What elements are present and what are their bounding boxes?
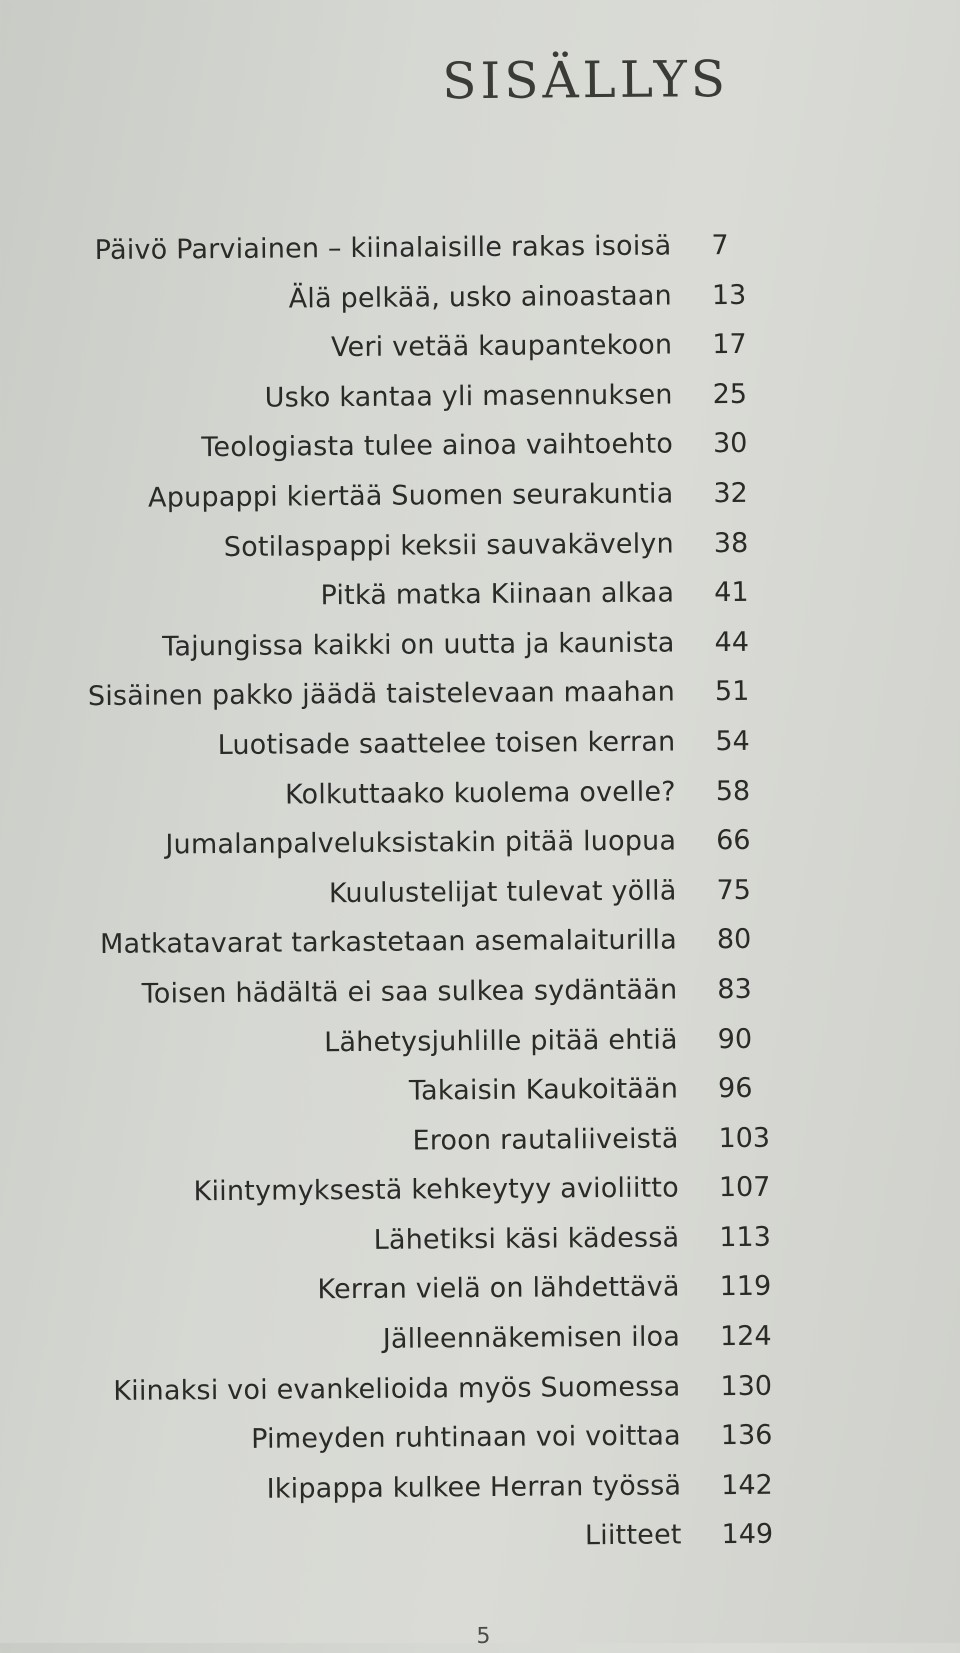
- toc-entry-title: Liitteet: [584, 1519, 682, 1552]
- toc-entry-page-number: 130: [720, 1370, 773, 1402]
- toc-entry-page-number: 25: [712, 378, 748, 410]
- toc-entry-title: Ikipappa kulkee Herran työssä: [266, 1470, 682, 1505]
- toc-entry: [38, 577, 758, 632]
- toc-entry-title: Pimeyden ruhtinaan voi voittaa: [251, 1420, 681, 1456]
- toc-entry-page-number: 30: [712, 428, 748, 460]
- toc-entry-page-number: 103: [718, 1122, 771, 1154]
- toc-entry: [38, 627, 758, 682]
- toc-entry: [37, 379, 757, 434]
- toc-entry-page-number: 124: [719, 1320, 772, 1353]
- toc-entry: [43, 1221, 771, 1277]
- toc-entry: [40, 775, 760, 830]
- toc-entry-title: Päivö Parviainen – kiinalaisille rakas isoisä: [94, 230, 672, 267]
- toc-entry-page-number: 17: [712, 329, 747, 361]
- toc-entry-title: Matkatavarat tarkastetaan asemalaiturilla: [99, 924, 678, 961]
- toc-entry-title: Toisen hädältä ei saa sulkea sydäntään: [141, 974, 678, 1010]
- toc-entry-title: Eroon rautaliiveistä: [412, 1123, 679, 1157]
- toc-entry-page-number: 90: [717, 1023, 753, 1055]
- toc-entry-title: Sotilaspappi keksii sauvakävelyn: [223, 528, 674, 563]
- toc-entry: [41, 974, 761, 1029]
- toc-entry-title: Kiinaksi voi evankelioida myös Suomessa: [113, 1371, 681, 1407]
- toc-entry-title: Lähetiksi käsi kädessä: [373, 1222, 680, 1256]
- toc-entry: [40, 875, 760, 930]
- toc-entry-page-number: 41: [714, 577, 749, 609]
- toc-entry-title: Jälleennäkemisen iloa: [382, 1321, 681, 1355]
- toc-entry: [43, 1172, 771, 1227]
- toc-entry-page-number: 149: [721, 1519, 774, 1551]
- toc-entry-title: Usko kantaa yli masennuksen: [264, 379, 673, 414]
- toc-entry: [44, 1271, 772, 1326]
- toc-entry-title: Kolkuttaako kuolema ovelle?: [284, 775, 676, 811]
- toc-entry-title: Lähetysjuhlille pitää ehtiä: [324, 1023, 678, 1058]
- toc-entry-title: Luotisade saattelee toisen kerran: [217, 726, 676, 761]
- toc-entry-page-number: 119: [719, 1271, 772, 1303]
- toc-entry: [45, 1469, 773, 1525]
- toc-entry: [40, 825, 760, 880]
- toc-entry-title: Takaisin Kaukoitään: [408, 1073, 679, 1107]
- toc-entry-page-number: 44: [714, 626, 750, 658]
- toc-entry-title: Teologiasta tulee ainoa vaihtoehto: [201, 428, 674, 464]
- toc-entry: [42, 1023, 762, 1078]
- toc-entry-page-number: 38: [713, 527, 749, 559]
- toc-entry: [44, 1370, 773, 1425]
- toc-entry: [36, 329, 756, 384]
- toc-entry-title: Pitkä matka Kiinaan alkaa: [320, 577, 675, 612]
- toc-entry-page-number: 83: [717, 973, 752, 1006]
- toc-entry: [36, 279, 756, 334]
- toc-entry-page-number: 66: [716, 825, 751, 857]
- toc-entry-title: Kerran vielä on lähdettävä: [317, 1271, 680, 1306]
- toc-entry-title: Jumalanpalveluksistakin pitää luopua: [165, 825, 677, 861]
- toc-entry: [44, 1320, 772, 1376]
- toc-entry: [39, 676, 759, 731]
- toc-entry: [37, 428, 757, 483]
- toc-entry-title: Apupappi kiertää Suomen seurakuntia: [147, 478, 674, 514]
- toc-entry-title: Kiintymyksestä kehkeytyy avioliitto: [193, 1172, 680, 1208]
- toc-entry: [39, 726, 759, 781]
- toc-entry-page-number: 32: [713, 477, 748, 510]
- toc-entry-title: Älä pelkää, usko ainoastaan: [288, 280, 672, 315]
- toc-entry-page-number: 7: [711, 230, 729, 262]
- toc-entry: [42, 1122, 771, 1177]
- toc-entry-title: Kuulustelijat tulevat yöllä: [328, 875, 677, 909]
- toc-entry: [45, 1419, 773, 1475]
- toc-entry-page-number: 136: [720, 1419, 773, 1452]
- toc-entry-title: Sisäinen pakko jäädä taistelevaan maahan: [87, 676, 676, 713]
- toc-entry-page-number: 13: [711, 279, 747, 311]
- toc-entry: [35, 230, 755, 285]
- toc-entry: [42, 1073, 762, 1128]
- toc-entry-page-number: 54: [715, 725, 750, 758]
- toc-entry-title: Veri vetää kaupantekoon: [330, 329, 673, 364]
- table-of-contents: [35, 230, 774, 1575]
- toc-entry-page-number: 75: [716, 874, 752, 906]
- toc-entry-page-number: 51: [714, 676, 750, 708]
- toc-entry-page-number: 58: [715, 775, 751, 807]
- toc-entry-page-number: 96: [717, 1072, 753, 1105]
- toc-entry: [37, 478, 757, 533]
- page-title: SISÄLLYS: [441, 50, 730, 111]
- toc-entry-page-number: 142: [721, 1469, 773, 1501]
- toc-entry: [46, 1519, 774, 1574]
- page-number: 5: [476, 1623, 491, 1650]
- toc-entry-page-number: 107: [718, 1172, 771, 1204]
- toc-entry: [41, 924, 761, 979]
- toc-entry-page-number: 113: [719, 1221, 771, 1254]
- toc-entry-title: Tajungissa kaikki on uutta ja kaunista: [162, 627, 675, 663]
- toc-entry-page-number: 80: [716, 924, 752, 956]
- toc-entry: [38, 527, 758, 582]
